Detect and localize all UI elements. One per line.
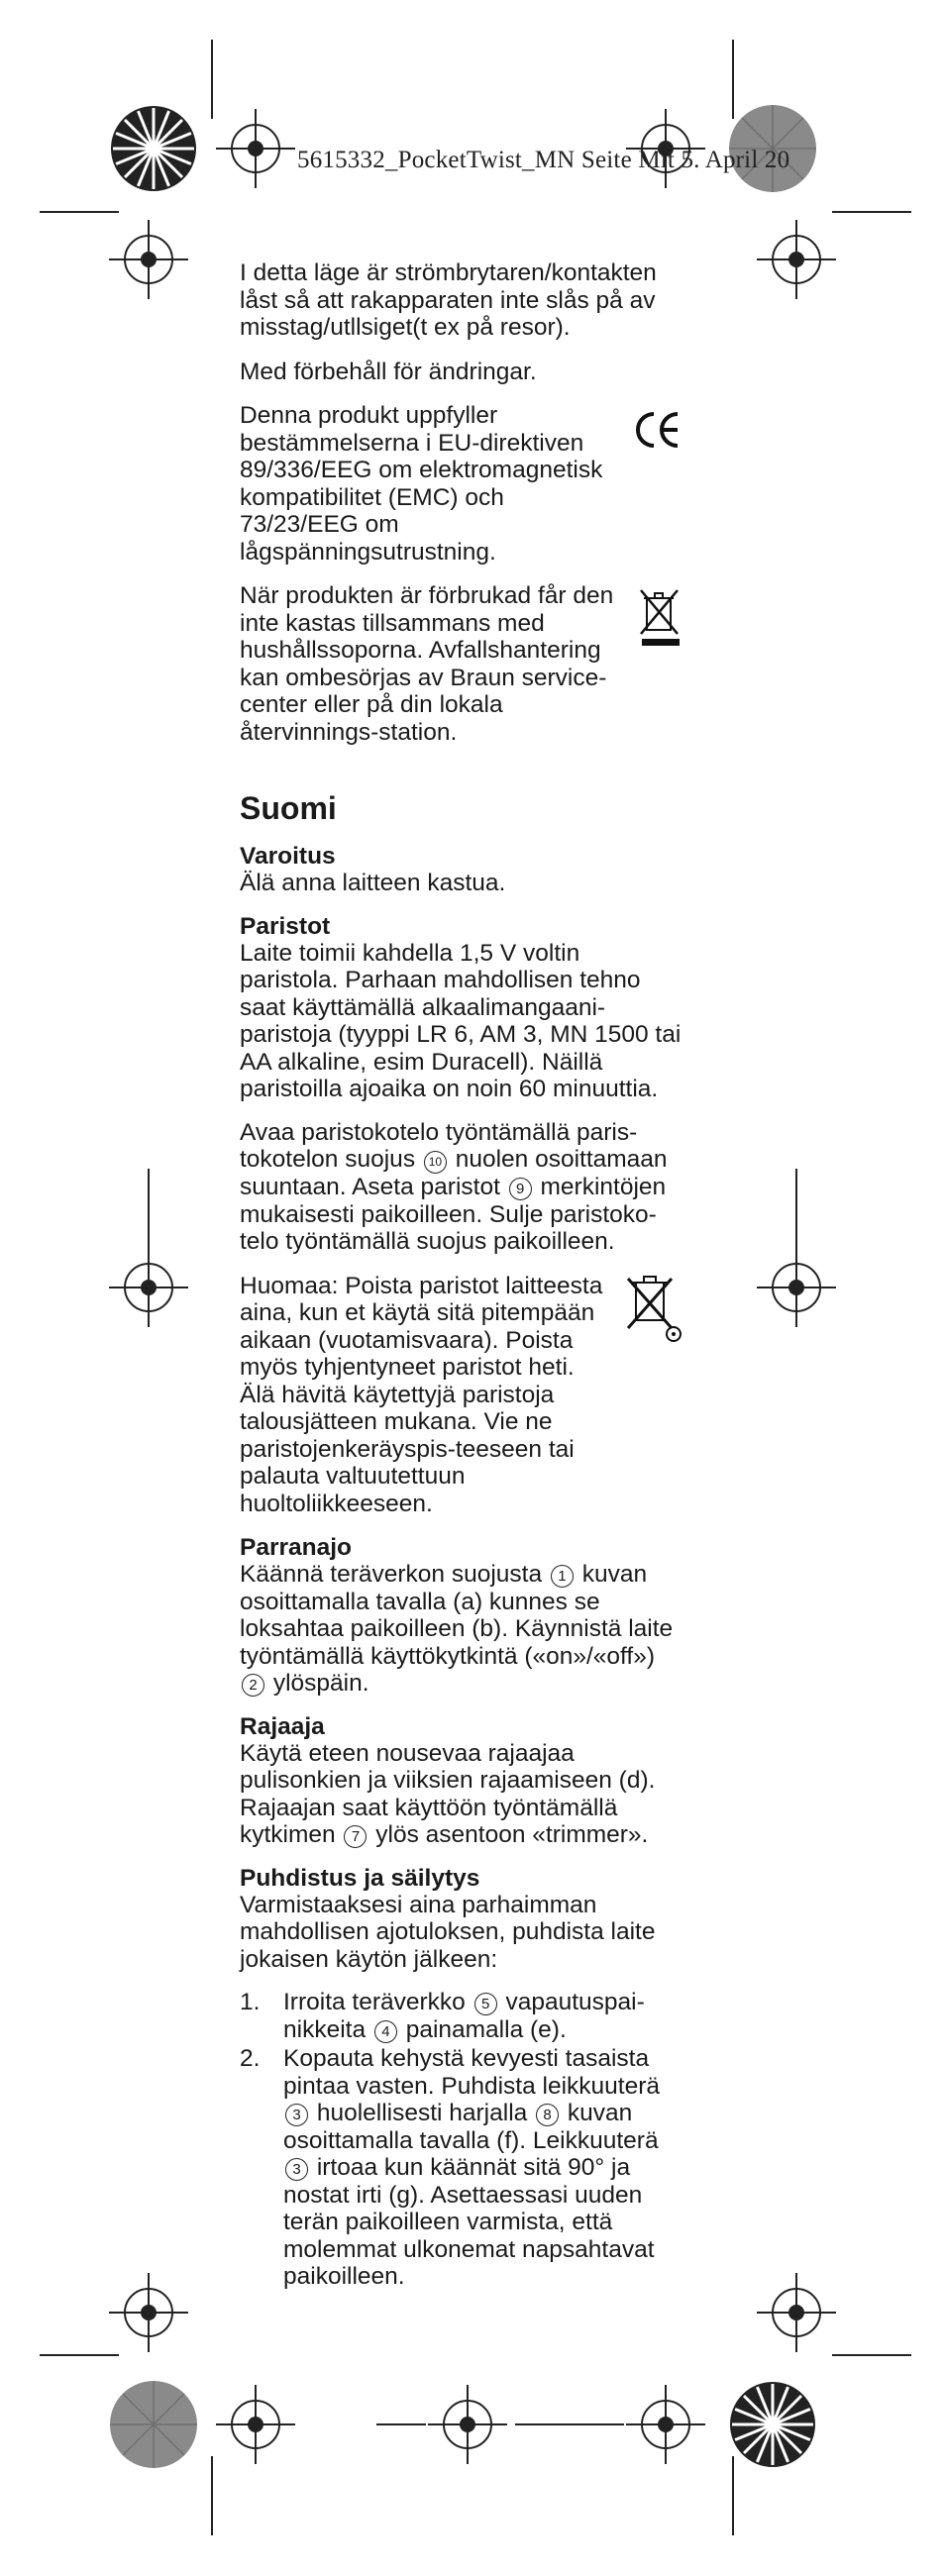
ref-1-icon: 1 bbox=[551, 1565, 574, 1588]
parranajo-text bbox=[240, 1561, 683, 1698]
varoitus-block bbox=[240, 843, 683, 897]
running-head: 5615332_PocketTwist_MN Seite Mit 5. April 20 bbox=[297, 147, 790, 173]
rajaaja-heading: Rajaaja bbox=[240, 1712, 325, 1740]
step1-text-2: vapautuspai-nikkeita bbox=[283, 1989, 645, 2043]
sv-paragraph-ce bbox=[240, 402, 683, 566]
section-title-suomi: Suomi bbox=[240, 790, 337, 826]
ref-4-icon: 4 bbox=[374, 2020, 397, 2043]
parranajo-heading: Parranajo bbox=[240, 1534, 353, 1561]
avaa-text-3: merkintöjen mukaisesti paikoilleen. Sulje paristoko-telo työntämällä suojus paikoilleen. bbox=[240, 1174, 667, 1255]
puhdistus-block bbox=[240, 1865, 683, 1974]
ref-3-icon: 3 bbox=[285, 2158, 308, 2181]
varoitus-text: Älä anna laitteen kastua. bbox=[240, 870, 506, 896]
ref-3-icon: 3 bbox=[285, 2104, 308, 2126]
sv-disposal-text: När produkten är förbrukad får den inte kastas tillsammans med hushållssoporna. Avfallshantering kan ombesörjas av Braun service-center eller på din lokala återvinnings-station. bbox=[240, 582, 614, 746]
ce-mark-icon bbox=[634, 410, 683, 450]
ref-7-icon: 7 bbox=[344, 1825, 367, 1848]
step2-text-1: Kopauta kehystä kevyesti tasaista pintaa vasten. Puhdista leikkuuterä bbox=[283, 2045, 660, 2100]
step1-text-1: Irroita teräverkko bbox=[283, 1989, 466, 2015]
puhdistus-text: Varmistaaksesi aina parhaimman mahdollisen ajotuloksen, puhdista laite jokaisen käytön jälkeen: bbox=[240, 1891, 656, 1973]
ref-9-icon: 9 bbox=[509, 1178, 532, 1200]
ref-10-icon: 10 bbox=[424, 1151, 447, 1174]
rajaaja-text-2: ylös asentoon «trimmer». bbox=[375, 1821, 649, 1848]
ref-5-icon: 5 bbox=[474, 1993, 497, 2015]
ref-2-icon: 2 bbox=[242, 1674, 264, 1697]
avaa-text-2: nuolen osoittamaan suuntaan. Aseta paristot bbox=[240, 1146, 668, 1200]
step2-text-4: irtoaa kun käännät sitä 90° ja nostat irti (g). Asettaessasi uuden terän paikoilleen varmista, että molemmat ulkonemat napsahtavat paikoilleen. bbox=[283, 2154, 655, 2290]
parranajo-text-3: ylöspäin. bbox=[272, 1670, 369, 1697]
paristot-text: Laite toimii kahdella 1,5 V voltin paristola. Parhaan mahdollisen tehno saat käyttämällä alkaalimangaani-paristoja (tyyppi LR 6, AM 3, MN 1500 tai AA alkaline, esim Duracell). Näillä paristoilla ajoaika on noin 60 minuuttia. bbox=[240, 939, 682, 1102]
cleaning-steps bbox=[240, 1989, 683, 2291]
puhdistus-heading: Puhdistus ja säilytys bbox=[240, 1864, 480, 1892]
step-number: 2. bbox=[240, 2045, 261, 2072]
page-content bbox=[240, 259, 683, 2293]
sv-ce-text: Denna produkt uppfyller bestämmelserna i EU-direktiven 89/336/EEG om elektromagnetisk kompatibilitet (EMC) och 73/23/EEG om lågspänningsutrustning. bbox=[240, 402, 603, 566]
sv-paragraph-lock: I detta läge är strömbrytaren/kontakten låst så att rakapparaten inte slås på av misstag/utllsiget(t ex på resor). bbox=[240, 259, 657, 341]
crossed-bin-icon bbox=[638, 586, 683, 648]
list-item bbox=[240, 2045, 683, 2291]
rajaaja-text-1: Käytä eteen nousevaa rajaajaa pulisonkien ja viiksien rajaamiseen (d). Rajaajan saat käyttöön työntämällä kytkimen bbox=[240, 1739, 656, 1848]
rajaaja-block bbox=[240, 1713, 683, 1849]
avaa-text-1: Avaa paristokotelo työntämällä paris-tokotelon suojus bbox=[240, 1118, 638, 1173]
step2-text-2: huolellisesti harjalla bbox=[316, 2100, 528, 2126]
parranajo-text-1: Käännä teräverkon suojusta bbox=[240, 1561, 543, 1588]
step1-text-3: painamalla (e). bbox=[405, 2015, 567, 2043]
paristot-heading: Paristot bbox=[240, 912, 331, 940]
rajaaja-text bbox=[240, 1740, 683, 1849]
paristot-block bbox=[240, 913, 683, 1103]
list-item bbox=[240, 1989, 683, 2043]
ref-8-icon: 8 bbox=[536, 2104, 559, 2126]
sv-paragraph-reservation: Med förbehåll för ändringar. bbox=[240, 358, 537, 385]
sv-paragraph-disposal bbox=[240, 582, 683, 746]
crossed-battery-bin-icon bbox=[624, 1273, 683, 1344]
varoitus-heading: Varoitus bbox=[240, 843, 336, 870]
huomaa-paragraph bbox=[240, 1273, 683, 1518]
parranajo-block bbox=[240, 1534, 683, 1698]
step2-text-3: kuvan osoittamalla tavalla (f). Leikkuuterä bbox=[283, 2100, 659, 2154]
parranajo-text-2: kuvan osoittamalla tavalla (a) kunnes se loksahtaa paikoilleen (b). Käynnistä laite työntämällä käyttökytkintä («on»/«off») bbox=[240, 1561, 674, 1670]
avaa-paragraph bbox=[240, 1119, 683, 1256]
step-number: 1. bbox=[240, 1989, 261, 2015]
huomaa-text: Huomaa: Poista paristot laitteesta aina, kun et käytä sitä pitempään aikaan (vuotamisvaara). Poista myös tyhjentyneet paristot heti. Älä hävitä käytettyjä paristoja talousjätteen mukana. Vie ne paristojenkeräyspis-teeseen tai palauta valtuutettuun huoltoliikkeeseen. bbox=[240, 1272, 603, 1517]
